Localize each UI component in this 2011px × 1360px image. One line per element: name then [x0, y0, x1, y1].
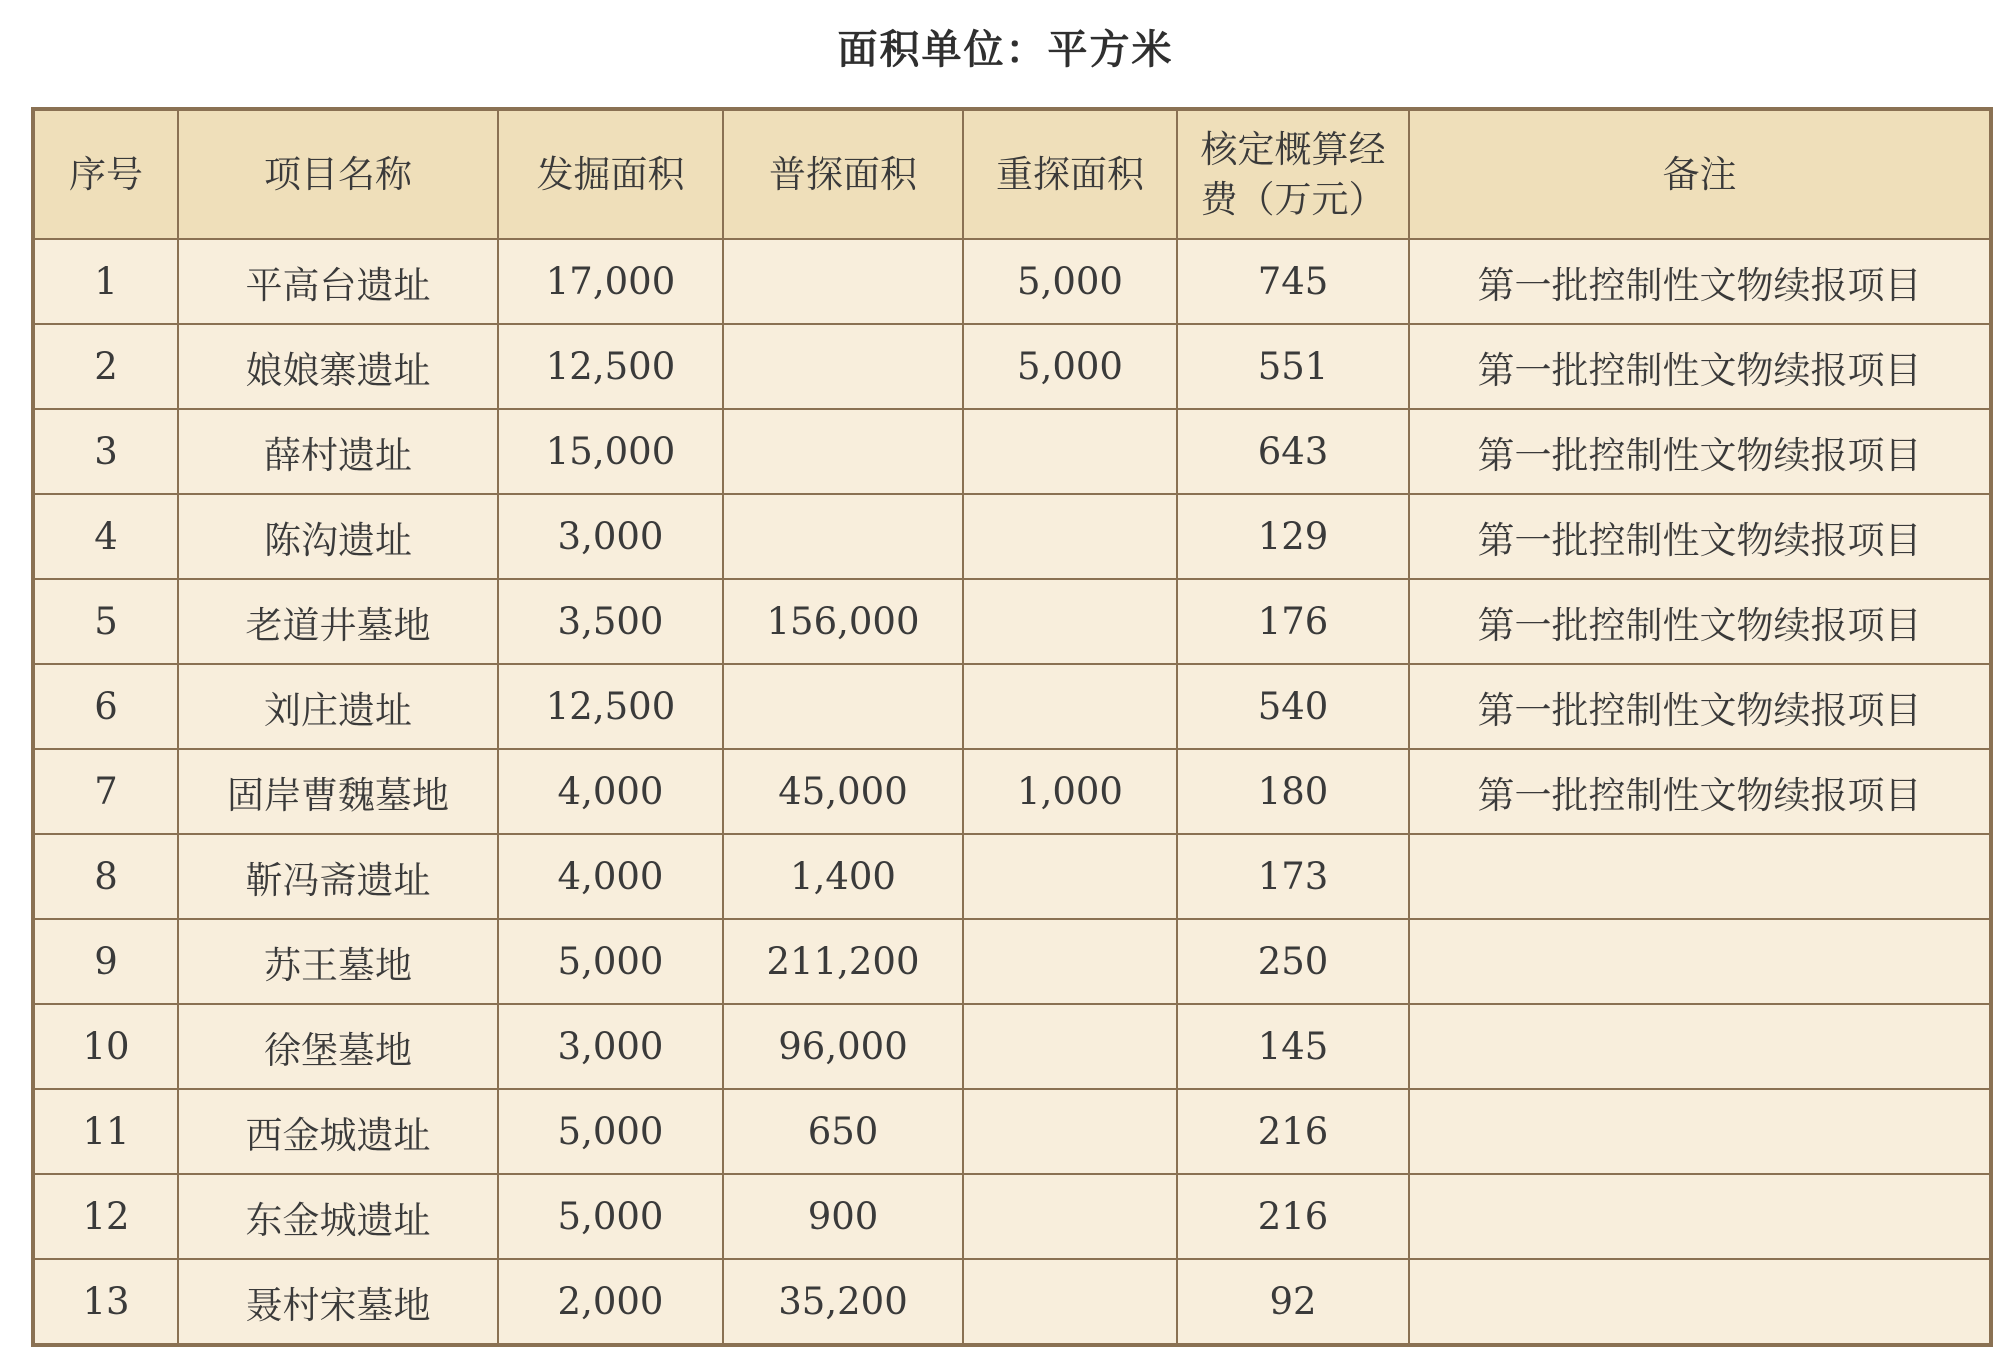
- cell-note: 第一批控制性文物续报项目: [1409, 579, 1991, 664]
- table-row: [33, 494, 1991, 579]
- header-survey-area: 普探面积: [723, 109, 963, 239]
- cell-project-name: 老道井墓地: [178, 579, 498, 664]
- cell-resurvey-area: [963, 1089, 1177, 1174]
- cell-note: [1409, 1004, 1991, 1089]
- cell-budget: 176: [1177, 579, 1409, 664]
- cell-budget: 173: [1177, 834, 1409, 919]
- cell-excavation-area: 12,500: [498, 664, 723, 749]
- cell-index: 10: [33, 1004, 178, 1089]
- header-project-name: 项目名称: [178, 109, 498, 239]
- header-index: 序号: [33, 109, 178, 239]
- cell-survey-area: 650: [723, 1089, 963, 1174]
- cell-excavation-area: 5,000: [498, 1089, 723, 1174]
- table-row: [33, 1174, 1991, 1259]
- cell-excavation-area: 15,000: [498, 409, 723, 494]
- cell-survey-area: [723, 239, 963, 324]
- table-row: [33, 579, 1991, 664]
- cell-budget: 180: [1177, 749, 1409, 834]
- cell-index: 7: [33, 749, 178, 834]
- cell-project-name: 陈沟遗址: [178, 494, 498, 579]
- cell-project-name: 苏王墓地: [178, 919, 498, 1004]
- cell-note: 第一批控制性文物续报项目: [1409, 494, 1991, 579]
- table-row: [33, 834, 1991, 919]
- cell-resurvey-area: [963, 1004, 1177, 1089]
- cell-excavation-area: 17,000: [498, 239, 723, 324]
- cell-resurvey-area: 1,000: [963, 749, 1177, 834]
- table-header: [33, 109, 1991, 239]
- cell-resurvey-area: [963, 579, 1177, 664]
- cell-survey-area: 156,000: [723, 579, 963, 664]
- cell-project-name: 固岸曹魏墓地: [178, 749, 498, 834]
- cell-budget: 551: [1177, 324, 1409, 409]
- cell-resurvey-area: [963, 664, 1177, 749]
- cell-index: 2: [33, 324, 178, 409]
- header-budget: 核定概算经费（万元）: [1177, 109, 1409, 239]
- cell-note: 第一批控制性文物续报项目: [1409, 409, 1991, 494]
- cell-resurvey-area: [963, 834, 1177, 919]
- table-row: [33, 749, 1991, 834]
- cell-resurvey-area: [963, 1259, 1177, 1345]
- cell-note: [1409, 919, 1991, 1004]
- cell-resurvey-area: [963, 494, 1177, 579]
- cell-project-name: 西金城遗址: [178, 1089, 498, 1174]
- cell-resurvey-area: 5,000: [963, 239, 1177, 324]
- cell-project-name: 东金城遗址: [178, 1174, 498, 1259]
- cell-project-name: 娘娘寨遗址: [178, 324, 498, 409]
- header-resurvey-area: 重探面积: [963, 109, 1177, 239]
- header-note: 备注: [1409, 109, 1991, 239]
- cell-index: 12: [33, 1174, 178, 1259]
- cell-budget: 540: [1177, 664, 1409, 749]
- cell-project-name: 平高台遗址: [178, 239, 498, 324]
- table-body: [33, 239, 1991, 1345]
- cell-survey-area: 1,400: [723, 834, 963, 919]
- cell-budget: 216: [1177, 1089, 1409, 1174]
- cell-index: 13: [33, 1259, 178, 1345]
- cell-excavation-area: 12,500: [498, 324, 723, 409]
- cell-survey-area: [723, 494, 963, 579]
- cell-resurvey-area: [963, 1174, 1177, 1259]
- cell-note: [1409, 1259, 1991, 1345]
- cell-budget: 92: [1177, 1259, 1409, 1345]
- cell-survey-area: 211,200: [723, 919, 963, 1004]
- cell-excavation-area: 4,000: [498, 749, 723, 834]
- cell-note: [1409, 1174, 1991, 1259]
- cell-index: 9: [33, 919, 178, 1004]
- table-row: [33, 324, 1991, 409]
- table-row: [33, 1259, 1991, 1345]
- cell-index: 5: [33, 579, 178, 664]
- table-row: [33, 239, 1991, 324]
- cell-budget: 216: [1177, 1174, 1409, 1259]
- cell-excavation-area: 5,000: [498, 919, 723, 1004]
- cell-survey-area: 900: [723, 1174, 963, 1259]
- cell-index: 1: [33, 239, 178, 324]
- cell-note: 第一批控制性文物续报项目: [1409, 239, 1991, 324]
- cell-survey-area: 35,200: [723, 1259, 963, 1345]
- cell-note: [1409, 1089, 1991, 1174]
- cell-excavation-area: 2,000: [498, 1259, 723, 1345]
- cell-survey-area: [723, 664, 963, 749]
- cell-resurvey-area: 5,000: [963, 324, 1177, 409]
- cell-survey-area: [723, 409, 963, 494]
- unit-caption: 面积单位：平方米: [837, 27, 1174, 73]
- cell-excavation-area: 5,000: [498, 1174, 723, 1259]
- cell-project-name: 刘庄遗址: [178, 664, 498, 749]
- cell-note: 第一批控制性文物续报项目: [1409, 324, 1991, 409]
- cell-excavation-area: 3,000: [498, 494, 723, 579]
- cell-survey-area: 45,000: [723, 749, 963, 834]
- cell-project-name: 徐堡墓地: [178, 1004, 498, 1089]
- table-row: [33, 664, 1991, 749]
- cell-project-name: 薛村遗址: [178, 409, 498, 494]
- cell-index: 6: [33, 664, 178, 749]
- cell-index: 4: [33, 494, 178, 579]
- header-excavation-area: 发掘面积: [498, 109, 723, 239]
- table-row: [33, 1089, 1991, 1174]
- cell-note: 第一批控制性文物续报项目: [1409, 749, 1991, 834]
- cell-budget: 129: [1177, 494, 1409, 579]
- cell-index: 11: [33, 1089, 178, 1174]
- cell-resurvey-area: [963, 409, 1177, 494]
- cell-note: 第一批控制性文物续报项目: [1409, 664, 1991, 749]
- cell-survey-area: [723, 324, 963, 409]
- cell-budget: 145: [1177, 1004, 1409, 1089]
- cell-excavation-area: 3,000: [498, 1004, 723, 1089]
- cell-survey-area: 96,000: [723, 1004, 963, 1089]
- header-row: [33, 109, 1991, 239]
- cell-budget: 250: [1177, 919, 1409, 1004]
- cell-note: [1409, 834, 1991, 919]
- cell-index: 8: [33, 834, 178, 919]
- table-row: [33, 919, 1991, 1004]
- table-row: [33, 1004, 1991, 1089]
- cell-budget: 643: [1177, 409, 1409, 494]
- cell-index: 3: [33, 409, 178, 494]
- cell-project-name: 靳冯斋遗址: [178, 834, 498, 919]
- cell-budget: 745: [1177, 239, 1409, 324]
- project-table: [31, 107, 1993, 1347]
- cell-excavation-area: 3,500: [498, 579, 723, 664]
- cell-resurvey-area: [963, 919, 1177, 1004]
- cell-excavation-area: 4,000: [498, 834, 723, 919]
- table-row: [33, 409, 1991, 494]
- cell-project-name: 聂村宋墓地: [178, 1259, 498, 1345]
